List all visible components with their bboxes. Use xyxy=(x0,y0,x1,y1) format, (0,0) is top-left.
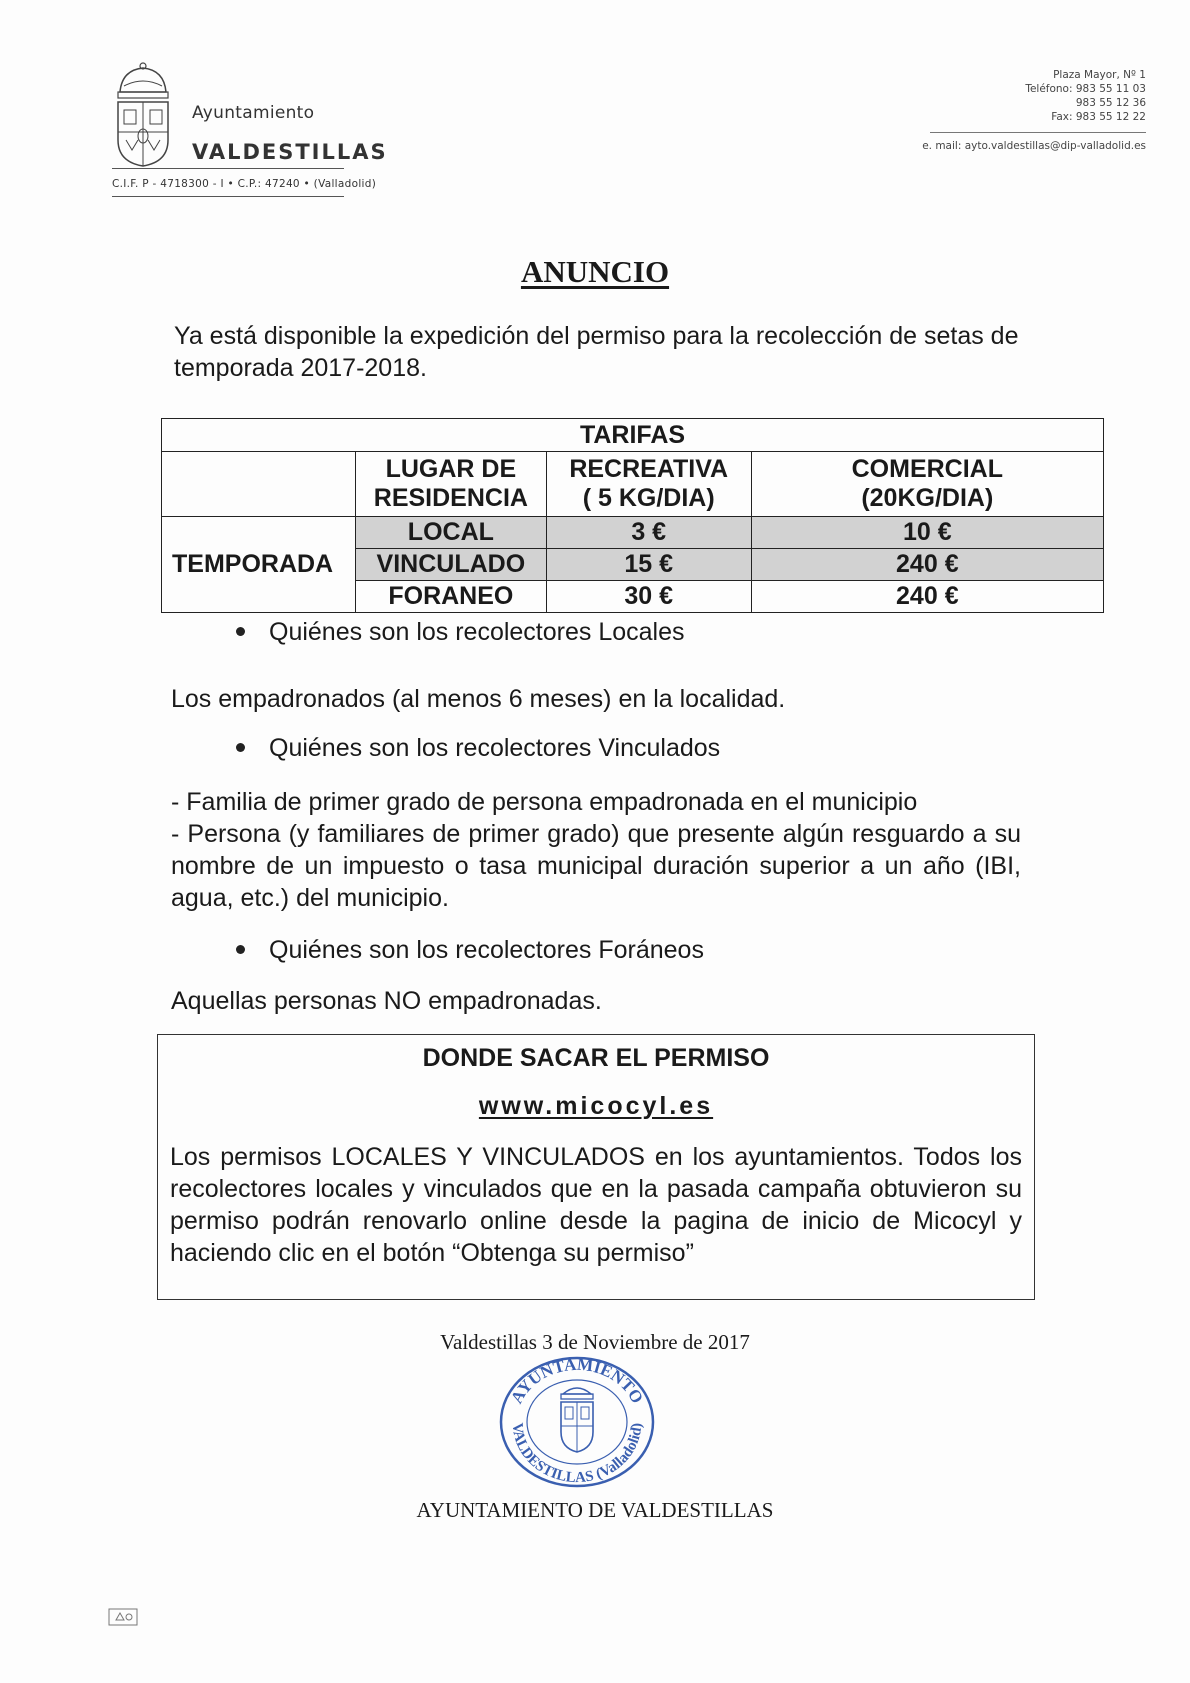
cell-lugar: LOCAL xyxy=(355,517,546,549)
table-row xyxy=(162,517,1104,549)
cell-recreativa: 15 € xyxy=(546,549,751,581)
cell-lugar: FORANEO xyxy=(355,581,546,613)
cell-comercial: 240 € xyxy=(751,549,1103,581)
row-label-temporada: TEMPORADA xyxy=(162,517,356,613)
header-comercial-line2: (20KG/DIA) xyxy=(861,484,994,512)
header-divider xyxy=(112,168,344,169)
vinculados-heading: Quiénes son los recolectores Vinculados xyxy=(269,734,721,762)
table-caption-row xyxy=(162,419,1104,452)
cell-lugar: VINCULADO xyxy=(355,549,546,581)
bullet-locales xyxy=(236,618,685,647)
stamp-bottom-text: VALDESTILLAS (Valladolid) xyxy=(508,1422,646,1487)
stamp-top-text: AYUNTAMIENTO xyxy=(506,1354,648,1407)
intro-paragraph: Ya está disponible la expedición del permiso para la recolección de setas de temporada 2017-2018. xyxy=(174,322,1019,382)
header-empty-cell xyxy=(162,452,356,517)
header-divider-bottom xyxy=(112,196,344,197)
locales-text: Los empadronados (al menos 6 meses) en la localidad. xyxy=(171,685,786,713)
bullet-vinculados xyxy=(236,734,720,763)
foraneos-heading: Quiénes son los recolectores Foráneos xyxy=(269,936,704,964)
document-title: ANUNCIO xyxy=(520,254,670,289)
header-recreativa-line1: RECREATIVA xyxy=(569,455,729,483)
bullet-icon xyxy=(236,627,245,636)
signer-name: AYUNTAMIENTO DE VALDESTILLAS xyxy=(416,1498,774,1522)
bullet-icon xyxy=(236,743,245,752)
permit-box-title: DONDE SACAR EL PERMISO xyxy=(422,1044,770,1072)
vinculados-line2: - Persona (y familiares de primer grado) que presente algún resguardo a su nombre de un impuesto o tasa municipal duración superior a un año (IBI, agua, etc.) del municipio. xyxy=(171,820,1021,912)
contact-block xyxy=(1025,68,1146,124)
coat-of-arms-logo xyxy=(112,62,174,170)
header-recreativa-line2: ( 5 KG/DIA) xyxy=(582,484,715,512)
email: e. mail: ayto.valdestillas@dip-valladolid.es xyxy=(922,140,1146,152)
fax: Fax: 983 55 12 22 xyxy=(1051,111,1146,123)
permit-box-text: Los permisos LOCALES Y VINCULADOS en los ayuntamientos. Todos los recolectores locales y vinculados que en la pasada campaña obtuvieron su permiso podrán renovarlo online desde la pagina de inicio de Micocyl y haciendo clic en el botón “Obtenga su permiso” xyxy=(170,1143,1022,1267)
recycled-paper-icon xyxy=(108,1608,138,1626)
header-comercial xyxy=(751,452,1103,517)
ayuntamiento-name: VALDESTILLAS xyxy=(192,140,388,164)
cell-recreativa: 30 € xyxy=(546,581,751,613)
table-header-row xyxy=(162,452,1104,517)
cell-comercial: 240 € xyxy=(751,581,1103,613)
cif-postal-line: C.I.F. P - 4718300 - I • C.P.: 47240 • (Valladolid) xyxy=(112,178,377,190)
header-lugar xyxy=(355,452,546,517)
bullet-foraneos xyxy=(236,936,704,965)
cell-comercial: 10 € xyxy=(751,517,1103,549)
cell-recreativa: 3 € xyxy=(546,517,751,549)
document-date: Valdestillas 3 de Noviembre de 2017 xyxy=(440,1330,750,1354)
header-lugar-line2: RESIDENCIA xyxy=(373,484,528,512)
ayuntamiento-label: Ayuntamiento xyxy=(192,103,315,123)
header-lugar-line1: LUGAR DE xyxy=(385,455,517,483)
municipal-stamp xyxy=(495,1352,660,1492)
telefono: Teléfono: 983 55 11 03 xyxy=(1025,83,1146,95)
vinculados-line1: - Familia de primer grado de persona empadronada en el municipio xyxy=(171,788,918,816)
foraneos-text: Aquellas personas NO empadronadas. xyxy=(171,987,602,1015)
address: Plaza Mayor, Nº 1 xyxy=(1053,69,1146,81)
tarifas-table xyxy=(161,418,1104,613)
header-comercial-line1: COMERCIAL xyxy=(851,455,1004,483)
table-caption: TARIFAS xyxy=(162,419,1104,452)
header-recreativa xyxy=(546,452,751,517)
micocyl-link[interactable]: www.micocyl.es xyxy=(478,1092,714,1120)
contact-divider xyxy=(930,132,1146,133)
locales-heading: Quiénes son los recolectores Locales xyxy=(269,618,685,646)
telefono-secondary: 983 55 12 36 xyxy=(1075,97,1146,109)
bullet-icon xyxy=(236,945,245,954)
